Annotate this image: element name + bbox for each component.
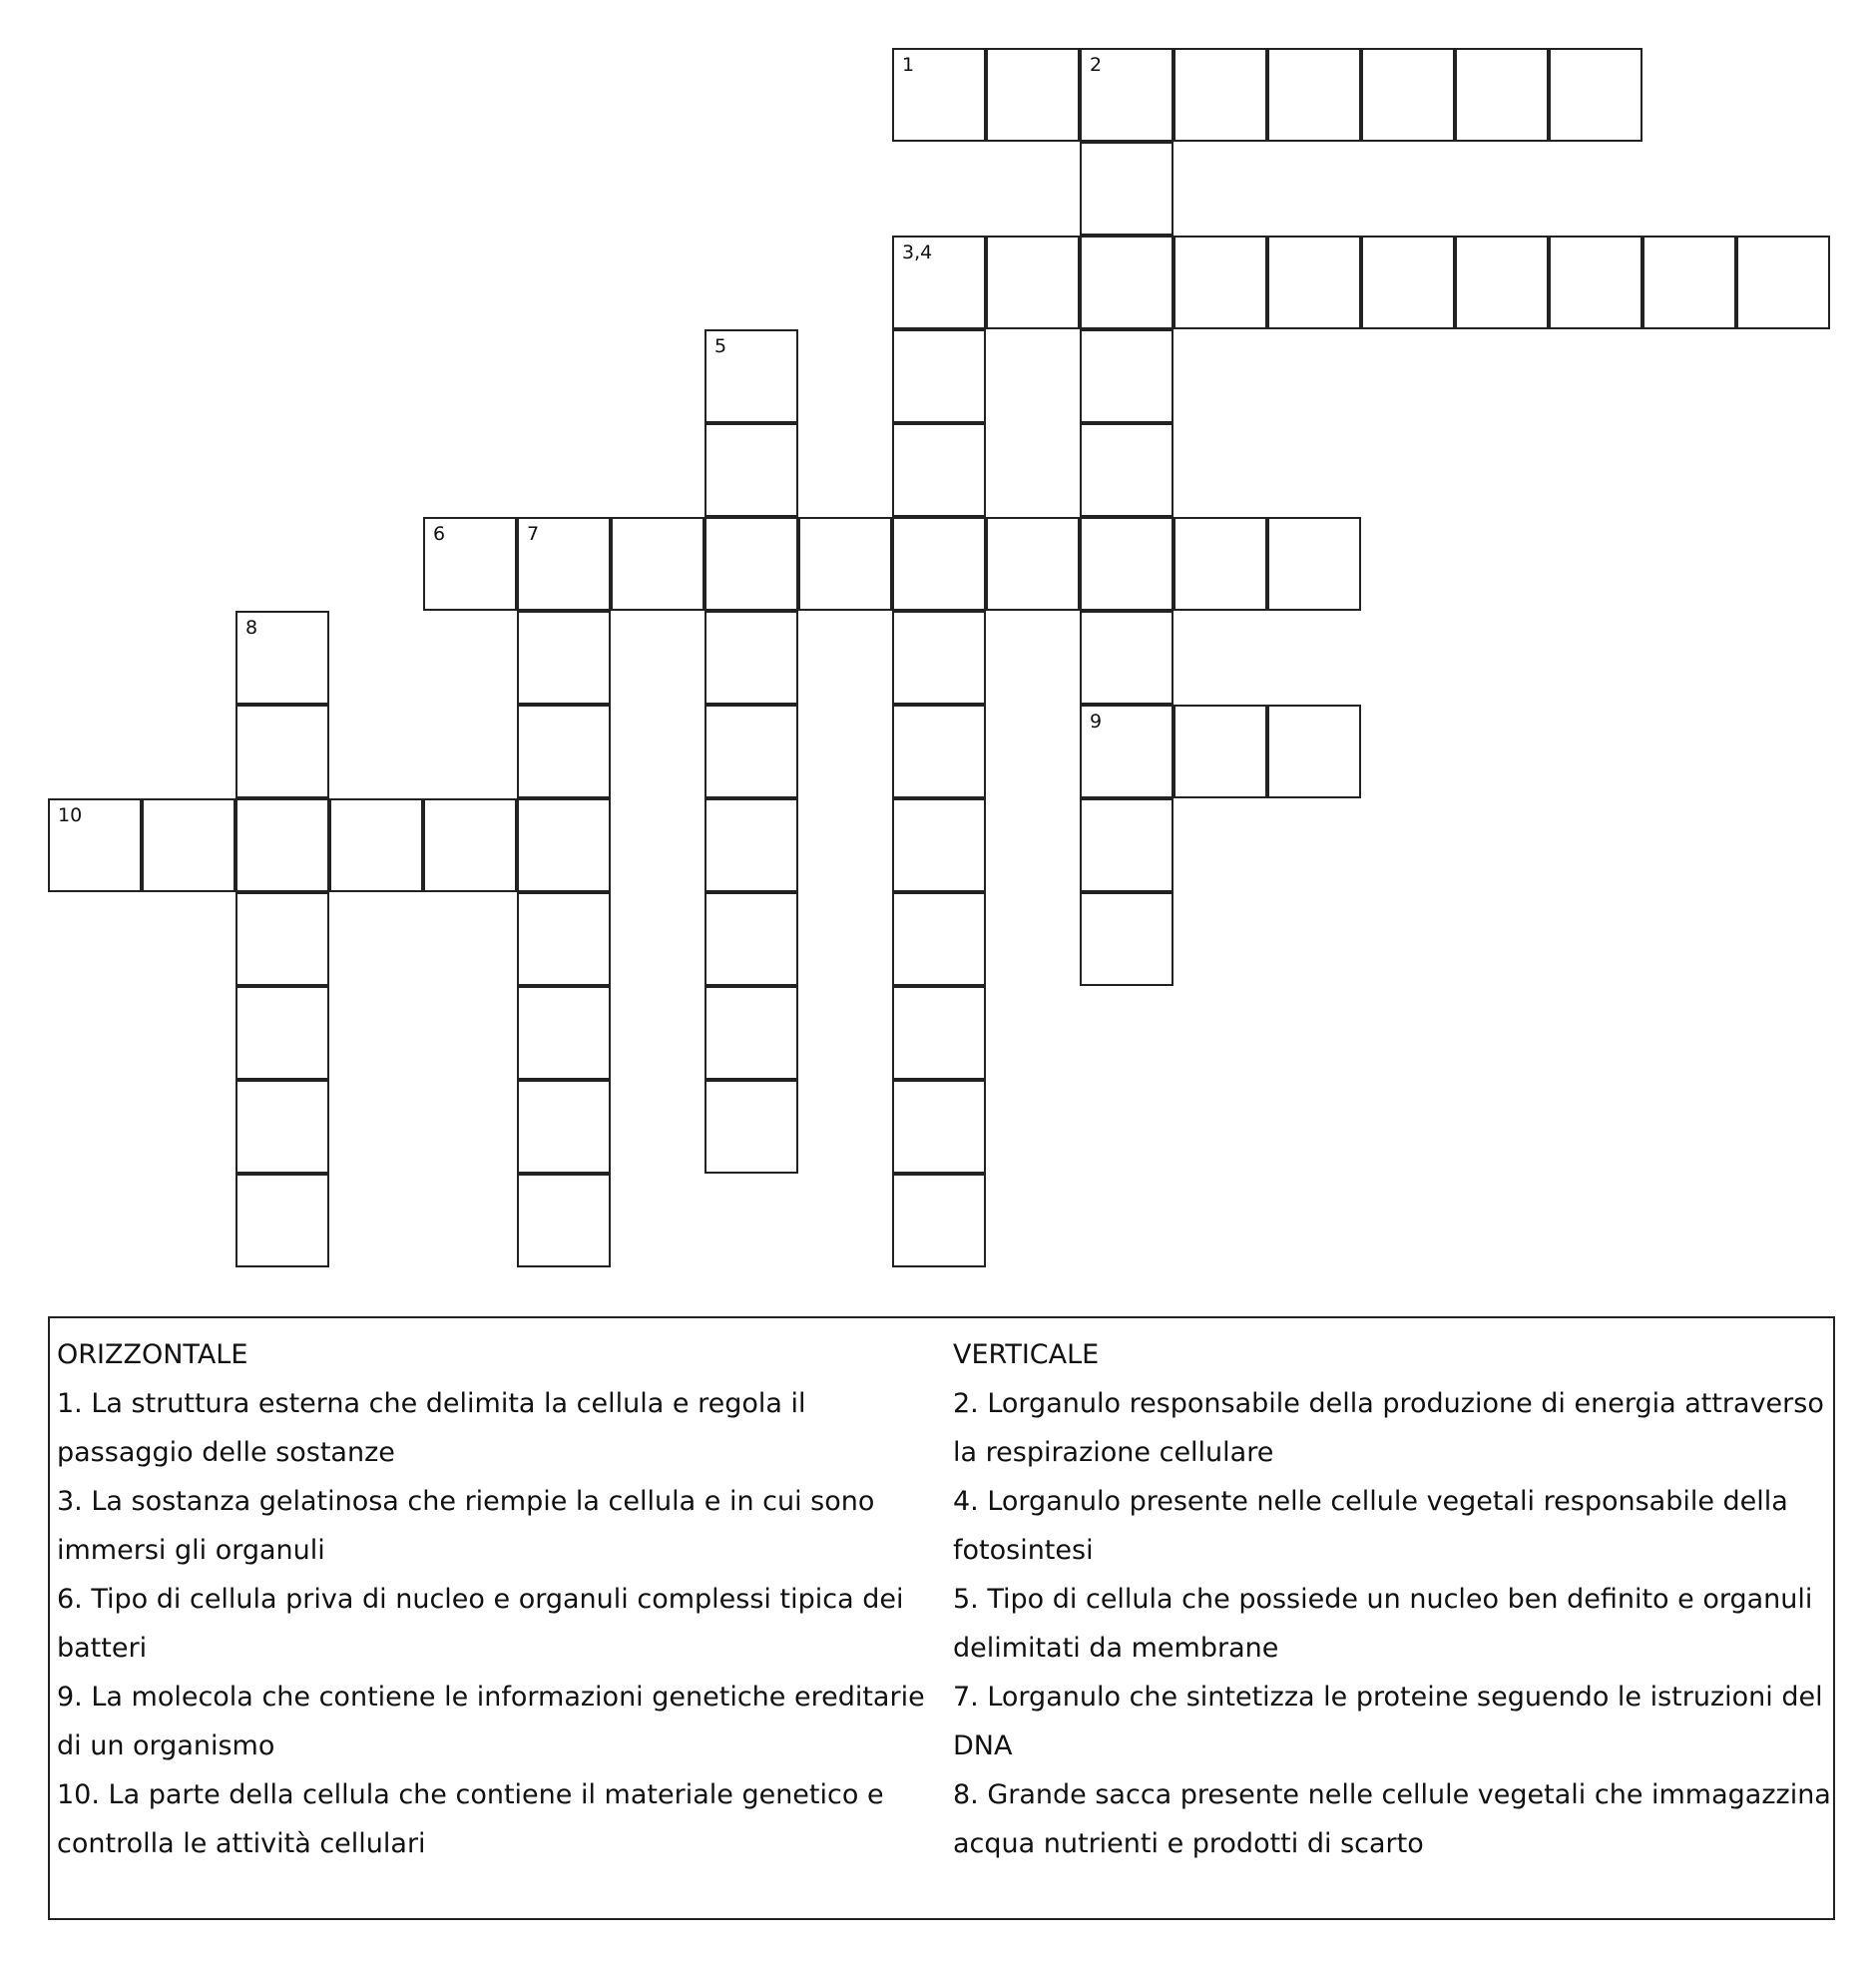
grid-cell[interactable] — [1267, 236, 1361, 329]
grid-cell[interactable] — [517, 1080, 611, 1174]
grid-cell[interactable] — [1080, 142, 1173, 236]
grid-cell[interactable] — [704, 892, 798, 986]
clue-number: 3,4 — [902, 242, 933, 263]
grid-cell[interactable] — [704, 329, 798, 423]
grid-cell[interactable] — [1080, 705, 1173, 798]
grid-cell[interactable] — [1080, 329, 1173, 423]
grid-cell[interactable] — [986, 236, 1080, 329]
grid-cell[interactable] — [235, 705, 329, 798]
grid-cell[interactable] — [517, 1174, 611, 1267]
grid-cell[interactable] — [892, 611, 986, 705]
grid-cell[interactable] — [1080, 611, 1173, 705]
grid-cell[interactable] — [1080, 48, 1173, 142]
down-clues — [953, 1330, 1831, 1868]
grid-cell[interactable] — [892, 892, 986, 986]
grid-cell[interactable] — [798, 517, 892, 611]
grid-cell[interactable] — [1173, 705, 1267, 798]
across-clues — [57, 1330, 935, 1868]
grid-cell[interactable] — [704, 986, 798, 1080]
grid-cell[interactable] — [1455, 48, 1549, 142]
grid-cell[interactable] — [235, 892, 329, 986]
grid-cell[interactable] — [1173, 48, 1267, 142]
grid-cell[interactable] — [235, 798, 329, 892]
down-heading: VERTICALE — [953, 1339, 1100, 1370]
down-clue: 5. Tipo di cellula che possiede un nucleo ben definito e organuli delimitati da membrane — [953, 1584, 1813, 1664]
clues-box — [48, 1316, 1835, 1920]
grid-cell[interactable] — [1173, 236, 1267, 329]
clue-number: 10 — [58, 804, 83, 826]
grid-cell[interactable] — [1080, 236, 1173, 329]
grid-cell[interactable] — [892, 236, 986, 329]
grid-cell[interactable] — [704, 423, 798, 517]
across-clue: 3. La sostanza gelatinosa che riempie la cellula e in cui sono immersi gli organuli — [57, 1486, 875, 1566]
clue-number: 8 — [245, 617, 258, 639]
grid-cell[interactable] — [892, 1174, 986, 1267]
clue-number: 2 — [1090, 54, 1103, 76]
grid-cell[interactable] — [892, 798, 986, 892]
grid-cell[interactable] — [892, 705, 986, 798]
grid-cell[interactable] — [892, 329, 986, 423]
grid-cell[interactable] — [892, 517, 986, 611]
grid-cell[interactable] — [235, 1174, 329, 1267]
across-clue: 9. La molecola che contiene le informazioni genetiche ereditarie di un organismo — [57, 1682, 925, 1761]
grid-cell[interactable] — [517, 798, 611, 892]
grid-cell[interactable] — [517, 986, 611, 1080]
grid-cell[interactable] — [704, 1080, 798, 1174]
grid-cell[interactable] — [892, 1080, 986, 1174]
across-clue: 6. Tipo di cellula priva di nucleo e organuli complessi tipica dei batteri — [57, 1584, 904, 1664]
grid-cell[interactable] — [517, 611, 611, 705]
grid-cell[interactable] — [235, 611, 329, 705]
grid-cell[interactable] — [1267, 48, 1361, 142]
grid-cell[interactable] — [892, 423, 986, 517]
grid-cell[interactable] — [1267, 517, 1361, 611]
down-clue: 8. Grande sacca presente nelle cellule vegetali che immagazzina acqua nutrienti e prodotti di scarto — [953, 1779, 1831, 1859]
grid-cell[interactable] — [1361, 48, 1455, 142]
grid-cell[interactable] — [235, 1080, 329, 1174]
grid-cell[interactable] — [892, 986, 986, 1080]
across-clue: 1. La struttura esterna che delimita la cellula e regola il passaggio delle sostanze — [57, 1388, 806, 1468]
grid-cell[interactable] — [517, 705, 611, 798]
across-clue: 10. La parte della cellula che contiene il materiale genetico e controlla le attività cellulari — [57, 1779, 884, 1859]
clue-number: 9 — [1090, 711, 1103, 733]
grid-cell[interactable] — [704, 611, 798, 705]
grid-cell[interactable] — [235, 986, 329, 1080]
grid-cell[interactable] — [704, 517, 798, 611]
across-heading: ORIZZONTALE — [57, 1339, 248, 1370]
grid-cell[interactable] — [986, 517, 1080, 611]
grid-cell[interactable] — [1173, 517, 1267, 611]
grid-cell[interactable] — [1080, 892, 1173, 986]
clue-number: 7 — [527, 523, 540, 545]
grid-cell[interactable] — [329, 798, 423, 892]
grid-cell[interactable] — [1361, 236, 1455, 329]
grid-cell[interactable] — [1080, 798, 1173, 892]
grid-cell[interactable] — [423, 798, 517, 892]
grid-cell[interactable] — [704, 798, 798, 892]
clue-number: 1 — [902, 54, 915, 76]
grid-cell[interactable] — [1736, 236, 1830, 329]
grid-cell[interactable] — [1455, 236, 1549, 329]
grid-cell[interactable] — [1642, 236, 1736, 329]
grid-cell[interactable] — [986, 48, 1080, 142]
grid-cell[interactable] — [1549, 236, 1642, 329]
grid-cell[interactable] — [1080, 423, 1173, 517]
grid-cell[interactable] — [48, 798, 142, 892]
grid-cell[interactable] — [423, 517, 517, 611]
grid-cell[interactable] — [1549, 48, 1642, 142]
clue-number: 5 — [714, 335, 727, 357]
grid-cell[interactable] — [1080, 517, 1173, 611]
down-clue: 7. Lorganulo che sintetizza le proteine seguendo le istruzioni del DNA — [953, 1682, 1823, 1761]
clue-number: 6 — [433, 523, 446, 545]
grid-cell[interactable] — [704, 705, 798, 798]
grid-cell[interactable] — [892, 48, 986, 142]
down-clue: 4. Lorganulo presente nelle cellule vegetali responsabile della fotosintesi — [953, 1486, 1788, 1566]
grid-cell[interactable] — [517, 517, 611, 611]
grid-cell[interactable] — [1267, 705, 1361, 798]
down-clue: 2. Lorganulo responsabile della produzione di energia attraverso la respirazione cellulare — [953, 1388, 1824, 1468]
grid-cell[interactable] — [611, 517, 704, 611]
grid-cell[interactable] — [142, 798, 235, 892]
grid-cell[interactable] — [517, 892, 611, 986]
